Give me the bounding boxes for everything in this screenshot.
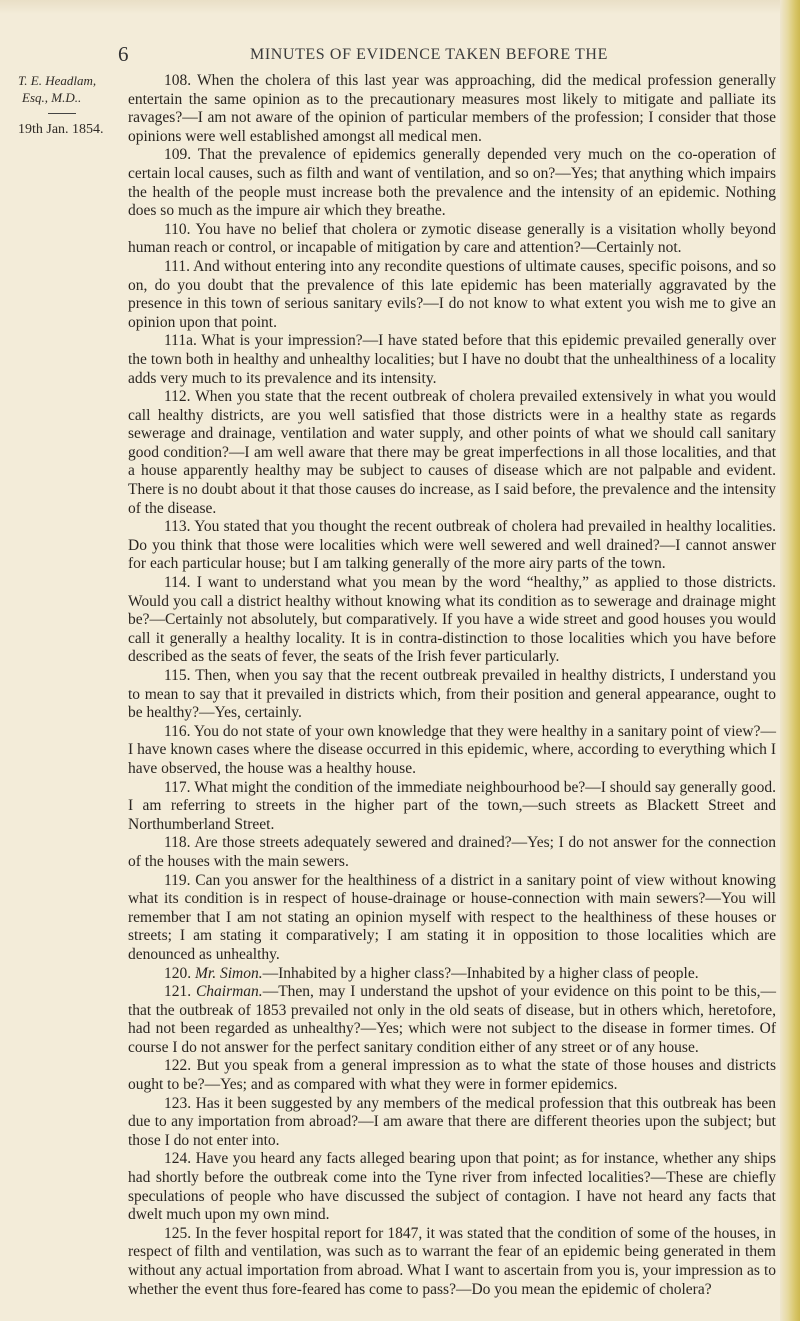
paragraph-text: You do not state of your own knowledge that they were healthy in a sanitary point of view?—I have known cases where the disease occurred in this epidemic, where, according to everything which I have observed, the house was a healthy house.: [128, 722, 776, 777]
paragraph-text: And without entering into any recondite questions of ultimate causes, specific poisons, and so on, do you doubt that the prevalence of this late epidemic has been materially aggravated by the presence in this town of serious sanitary evils?—I do not know to what extent you wish me to give an opinion upon that point.: [128, 257, 776, 331]
paragraph-text: That the prevalence of epidemics generally depended very much on the co-operation of certain local causes, such as filth and want of ventilation, and so on?—Yes; that anything which impairs the health of the people must increase both the prevalence and the intensity of an epidemic. Nothing does so much as the impure air which they breathe.: [128, 146, 776, 220]
question-number: 114.: [164, 574, 191, 592]
question-number: 120.: [164, 964, 192, 982]
page-edge: [780, 0, 800, 1321]
question-number: 113.: [164, 518, 191, 536]
question-number: 124.: [164, 1150, 192, 1168]
question-number: 108.: [164, 72, 192, 89]
witness-name: T. E. Headlam,: [18, 73, 97, 88]
paragraph-text: Are those streets adequately sewered and drained?—Yes; I do not answer for the connection of the houses with the main sewers.: [128, 834, 776, 870]
paragraph-text: You stated that you thought the recent outbreak of cholera had prevailed in healthy localities. Do you think that those were localities which were well sewered and well drained?—I cannot answer for each particular house; but I am talking generally of the more airy parts of the town.: [128, 518, 776, 573]
running-header: MINUTES OF EVIDENCE TAKEN BEFORE THE: [250, 46, 608, 63]
evidence-paragraph: [128, 667, 776, 723]
question-number: 122.: [164, 1057, 192, 1075]
question-number: 115.: [164, 667, 191, 684]
witness-sidenote: [18, 72, 108, 138]
evidence-paragraph: [128, 258, 776, 332]
evidence-body: [128, 72, 776, 1299]
question-number: 111.: [164, 257, 190, 275]
evidence-paragraph: [128, 779, 776, 835]
evidence-paragraph: [128, 574, 776, 667]
question-number: 117.: [164, 778, 191, 796]
paragraph-text: Can you answer for the healthiness of a district in a sanitary point of view without knowing what its condition is in respect of house-drainage or house-connection with main sewers?—You will remember that I am not stating an opinion myself with respect to the healthiness of these houses or streets; I am stating it comparatively; I am stating it in opposition to those localities which are denounced as unhealthy.: [128, 871, 777, 963]
question-number: 123.: [164, 1094, 192, 1112]
paragraph-text: Has it been suggested by any members of the medical profession that this outbreak has been due to any importation from abroad?—I am aware that there are different theories upon the subject; but those I do not enter into.: [128, 1094, 777, 1149]
question-number: 125.: [164, 1224, 192, 1242]
paragraph-text: In the fever hospital report for 1847, it was stated that the condition of some of the houses, in respect of filth and ventilation, was such as to warrant the fear of an epidemic being generated in them without any actual importation from abroad. What I want to ascertain from you is, your impression as to whether the event thus fore-feared has come to pass?—Do you mean the epidemic of cholera?: [128, 1224, 777, 1298]
evidence-paragraph: [128, 332, 776, 388]
evidence-paragraph: [128, 1057, 776, 1094]
paragraph-text: When the cholera of this last year was approaching, did the medical profession generally entertain the same opinion as to the precautionary measures most likely to mitigate and palliate its ravages?—I am not aware of the opinion of particular members of the profession; I consider that those opinions were well established amongst all medical men.: [128, 72, 776, 145]
paragraph-text: Have you heard any facts alleged bearing upon that point; as for instance, whether any ships had shortly before the outbreak come into the Tyne river from infected localities?—These are chiefly speculations of people who have discussed the subject of contagion. I have not heard any facts that dwelt much upon my own mind.: [128, 1150, 777, 1224]
evidence-paragraph: [128, 983, 776, 1057]
question-number: 116.: [164, 722, 191, 740]
paragraph-text: What is your impression?—I have stated before that this epidemic prevailed generally over the town both in healthy and unhealthy localities; but I have no doubt that the unhealthiness of a locality adds very much to its prevalence and its intensity.: [128, 332, 776, 387]
paragraph-text: What might the condition of the immediate neighbourhood be?—I should say generally good. I am referring to streets in the higher part of the town,—such streets as Blackett Street and Northumberland Street.: [128, 778, 776, 833]
paragraph-text: You have no belief that cholera or zymotic disease generally is a visitation wholly beyond human reach or control, or incapable of mitigation by care and attention?—Certainly not.: [128, 220, 776, 257]
question-number: 119.: [164, 871, 191, 889]
evidence-paragraph: [128, 1095, 776, 1151]
paragraph-text: When you state that the recent outbreak of cholera prevailed extensively in what you would call healthy districts, are you well satisfied that those districts were in a healthy state as regards sewerage and drainage, ventilation and water supply, and other points of what we should call sanitary good condition?—I am well aware that there may be great imperfections in all those localities, and that a house apparently healthy may be subject to causes of disease which are not palpable and evident. There is no doubt about it that those causes do increase, as I said before, the prevalence and the intensity of the disease.: [128, 388, 776, 517]
evidence-paragraph: [128, 834, 776, 871]
paragraph-text: —Inhabited by a higher class?—Inhabited by a higher class of people.: [262, 964, 699, 982]
evidence-paragraph: [128, 221, 776, 258]
speaker-name: Chairman.: [195, 983, 263, 1001]
evidence-paragraph: [128, 965, 776, 984]
evidence-paragraph: [128, 1150, 776, 1224]
scan-shadow: [0, 0, 800, 14]
question-number: 109.: [164, 146, 192, 164]
paragraph-text: Then, when you say that the recent outbreak prevailed in healthy districts, I understand you to mean to say that it prevailed in districts which, from their position and general appearance, ought to be healthy?—Yes, certainly.: [128, 667, 776, 722]
question-number: 112.: [164, 388, 191, 406]
evidence-paragraph: [128, 518, 776, 574]
evidence-paragraph: [128, 872, 776, 965]
evidence-paragraph: [128, 388, 776, 518]
evidence-paragraph: [128, 146, 776, 220]
evidence-paragraph: [128, 72, 776, 146]
question-number: 118.: [164, 834, 191, 852]
speaker-name: Mr. Simon.: [195, 964, 263, 982]
page-number: 6: [118, 42, 129, 66]
sidenote-rule: [48, 113, 76, 114]
paragraph-text: But you speak from a general impression as to what the state of those houses and districts ought to be?—Yes; and as compared with what they were in former epidemics.: [128, 1057, 776, 1094]
question-number: 110.: [164, 220, 191, 238]
witness-degree: Esq., M.D..: [22, 90, 82, 105]
witness-date: 19th Jan. 1854.: [18, 122, 104, 137]
paragraph-text: I want to understand what you mean by the word “healthy,” as applied to those districts. Would you call a district healthy without knowing what its condition as to sewerage and drainage might be?—Certainly not absolutely, but comparatively. If you have a wide street and good houses you would call it generally a healthy locality. It is in contra-distinction to those localities which you have before described as the seats of fever, the seats of the Irish fever particularly.: [128, 574, 777, 666]
question-number: 121.: [164, 983, 192, 1001]
paragraph-text: —Then, may I understand the upshot of your evidence on this point to be this,—that the outbreak of 1853 prevailed not only in the old seats of disease, but in others which, heretofore, had not been regarded as unhealthy?—Yes; which were not subject to the disease in former times. Of course I do not answer for the perfect sanitary condition either of any street or of any house.: [128, 983, 776, 1056]
evidence-paragraph: [128, 723, 776, 779]
question-number: 111a.: [164, 332, 197, 350]
evidence-paragraph: [128, 1225, 776, 1299]
